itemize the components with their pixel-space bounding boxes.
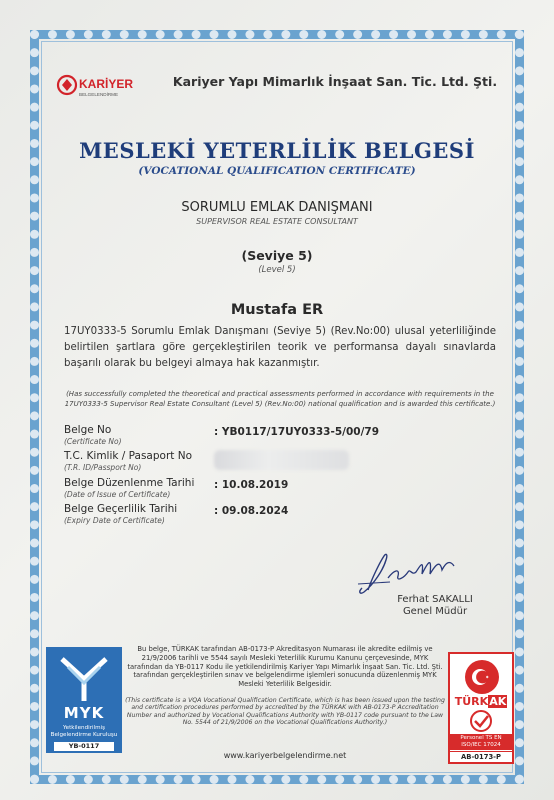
logo-subtext: BELGELENDİRME <box>79 92 119 97</box>
level: (Seviye 5) <box>241 248 313 263</box>
check-icon <box>466 709 496 733</box>
turkak-accreditation-mark <box>448 652 514 764</box>
qualification-name: SORUMLU EMLAK DANIŞMANI <box>181 200 373 215</box>
company-name: Kariyer Yapı Mimarlık İnşaat San. Tic. Ltd. Şti. <box>172 74 498 89</box>
holder-name: Mustafa ER <box>230 302 324 318</box>
level-en: (Level 5) <box>258 265 296 275</box>
signature-image <box>350 548 470 598</box>
signer-name: Ferhat SAKALLI <box>397 594 473 605</box>
field-label: Belge No <box>64 424 112 436</box>
footer-text-en: (This certificate is a VQA Vocational Qualification Certificate, which is has been issued upon the testing and certification procedures performed by accredited by the TÜRKAK with AB-0173-P Accreditation Number and authorized by Vocational Qualifications Authority with YB-0117 code pursuant to the Law No. 5544 of 21/9/2006 on the Vocational Qualifications Authority.) <box>125 697 445 727</box>
flag-badge-icon <box>462 657 502 697</box>
myk-subtitle: Yetkilendirilmiş Belgelendirme Kuruluşu <box>50 725 118 738</box>
myk-logo <box>46 647 122 753</box>
field-label: Belge Düzenlenme Tarihi <box>64 477 195 489</box>
field-label: Belge Geçerlilik Tarihi <box>64 503 178 515</box>
qualification-name-en: SUPERVISOR REAL ESTATE CONSULTANT <box>196 217 358 226</box>
field-label: T.C. Kimlik / Pasaport No <box>64 450 193 462</box>
kariyer-logo <box>56 72 156 102</box>
field-label-en: (T.R. ID/Passport No) <box>64 463 142 472</box>
logo-text: KARİYER <box>79 77 134 91</box>
footer-text-tr: Bu belge, TÜRKAK tarafından AB-0173-P Akreditasyon Numarası ile akredite edilmiş ve 21/9/2006 tarihli ve 5544 sayılı Mesleki Yeterlilik Kurumu Kanunu çerçevesinde, MYK tarafından da YB-0117 Kodu ile yetkilendirilmiş Kariyer Yapı Mimarlık İnşaat San. Tic. Ltd. Şti. tarafından gerçekleştirilen sınav ve belgelendirme işlemleri sonucunda düzenlenmiş MYK Mesleki Yeterlilik Belgesidir. <box>127 645 443 689</box>
signer-title: Genel Müdür <box>402 606 468 617</box>
field-value: : 09.08.2024 <box>214 505 289 517</box>
certificate-title: MESLEKİ YETERLİLİK BELGESİ <box>79 138 475 163</box>
field-label-en: (Expiry Date of Certificate) <box>64 516 165 525</box>
turkak-name: TÜRKAK <box>454 695 507 708</box>
myk-brand: MYK <box>63 704 105 722</box>
website-link[interactable]: www.kariyerbelgelendirme.net <box>223 751 347 760</box>
turkak-scope: Personel TS EN ISO/IEC 17024 <box>450 734 512 750</box>
certificate-subtitle: (VOCATIONAL QUALIFICATION CERTIFICATE) <box>138 165 416 177</box>
myk-code: YB-0117 <box>54 742 114 751</box>
myk-mark-icon <box>54 653 114 705</box>
field-label-en: (Certificate No) <box>64 437 122 446</box>
statement-tr: 17UY0333-5 Sorumlu Emlak Danışmanı (Seviye 5) (Rev.No:00) ulusal yeterliliğinde belirtilen şartlara göre gerçekleştirilen teorik ve performansa dayalı sınavlarda başarılı olarak bu belgeyi almaya hak kazanmıştır. <box>64 326 496 369</box>
field-value: : YB0117/17UY0333-5/00/79 <box>214 426 380 438</box>
field-value: : 10.08.2019 <box>214 479 289 491</box>
turkak-accreditation-no: AB-0173-P <box>450 751 512 761</box>
statement-en: (Has successfully completed the theoretical and practical assessments performed in accordance with requirements in the 17UY0333-5 Supervisor Real Estate Consultant (Level 5) (Rev.No:00) national qualification and is awarded this certificate.) <box>64 390 496 408</box>
field-label-en: (Date of Issue of Certificate) <box>64 490 171 499</box>
redacted-value <box>214 450 349 470</box>
